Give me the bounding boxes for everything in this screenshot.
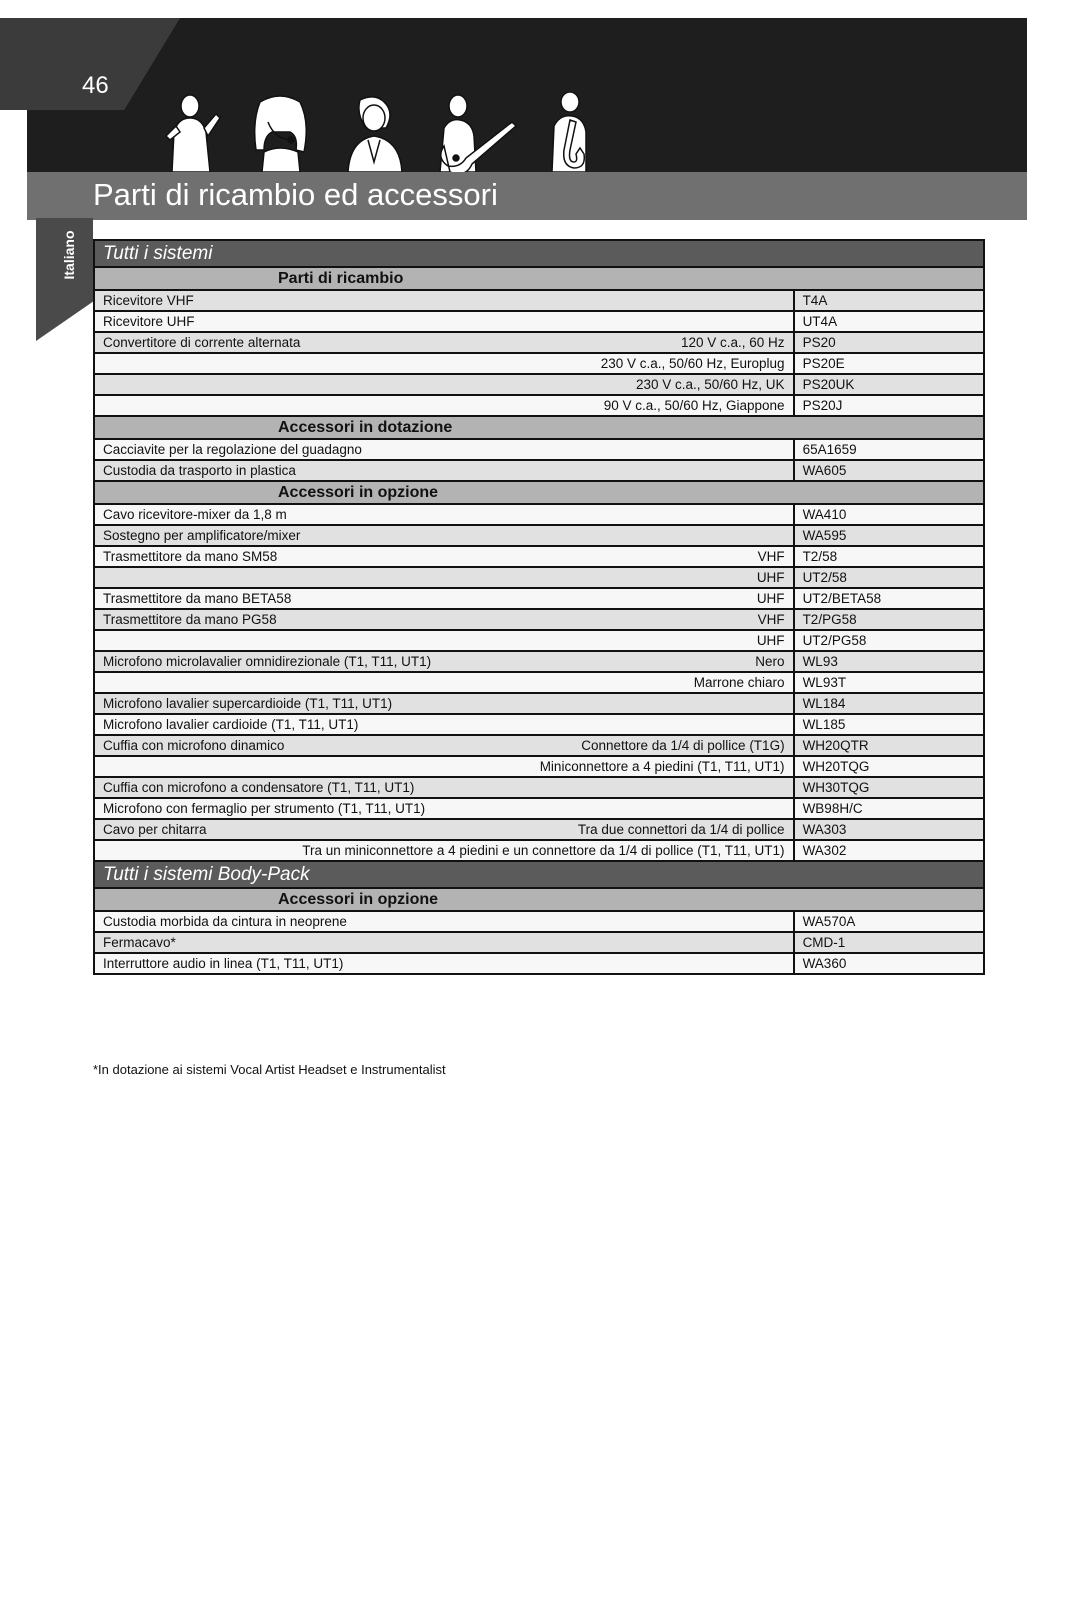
part-number: UT2/PG58 — [794, 630, 984, 651]
description-cell — [94, 609, 794, 630]
item-description: Cavo per chitarra — [103, 822, 207, 837]
part-number: WL93T — [794, 672, 984, 693]
guitarist-icon — [440, 95, 516, 172]
section-band — [94, 861, 984, 888]
table-row — [94, 311, 984, 332]
subsection-header — [94, 267, 984, 290]
table-row — [94, 819, 984, 840]
table-row — [94, 911, 984, 932]
item-variant: Connettore da 1/4 di pollice (T1G) — [581, 738, 785, 753]
table-row — [94, 374, 984, 395]
part-number: UT2/BETA58 — [794, 588, 984, 609]
part-number: UT4A — [794, 311, 984, 332]
item-variant: Miniconnettore a 4 piedini (T1, T11, UT1) — [539, 759, 785, 774]
table-row — [94, 504, 984, 525]
description-cell — [94, 735, 794, 756]
description-cell — [94, 953, 794, 974]
subsection-header — [94, 416, 984, 439]
part-number: WL185 — [794, 714, 984, 735]
part-number: WA303 — [794, 819, 984, 840]
part-number: T2/PG58 — [794, 609, 984, 630]
singer-icon — [166, 95, 220, 172]
description-cell — [94, 932, 794, 953]
description-cell — [94, 672, 794, 693]
part-number: PS20UK — [794, 374, 984, 395]
item-description: Microfono con fermaglio per strumento (T1, T11, UT1) — [103, 801, 426, 816]
part-number: T2/58 — [794, 546, 984, 567]
table-row — [94, 353, 984, 374]
item-variant: UHF — [756, 591, 785, 606]
part-number: WH20QTR — [794, 735, 984, 756]
item-description: Cuffia con microfono a condensatore (T1, T11, UT1) — [103, 780, 415, 795]
description-cell — [94, 840, 794, 861]
page-number: 46 — [82, 72, 109, 99]
table-row — [94, 439, 984, 460]
part-number: UT2/58 — [794, 567, 984, 588]
description-cell — [94, 911, 794, 932]
table-row — [94, 525, 984, 546]
item-variant: Tra due connettori da 1/4 di pollice — [577, 822, 785, 837]
table-row — [94, 777, 984, 798]
part-number: PS20 — [794, 332, 984, 353]
language-label: Italiano — [61, 230, 77, 280]
page-title: Parti di ricambio ed accessori — [93, 177, 498, 212]
part-number: 65A1659 — [794, 439, 984, 460]
subsection-header — [94, 481, 984, 504]
subsection-title: Accessori in dotazione — [94, 416, 984, 439]
description-cell — [94, 374, 794, 395]
description-cell — [94, 714, 794, 735]
description-cell — [94, 332, 794, 353]
description-cell — [94, 311, 794, 332]
subsection-title: Accessori in opzione — [94, 481, 984, 504]
item-variant: Nero — [755, 654, 785, 669]
part-number: WL93 — [794, 651, 984, 672]
part-number: WA410 — [794, 504, 984, 525]
item-variant: UHF — [756, 633, 785, 648]
section-title: Tutti i sistemi Body-Pack — [94, 861, 984, 888]
item-description: Cavo ricevitore-mixer da 1,8 m — [103, 507, 287, 522]
table-row — [94, 651, 984, 672]
table-row — [94, 735, 984, 756]
description-cell — [94, 567, 794, 588]
saxophonist-icon — [552, 92, 586, 172]
presenter-icon — [348, 97, 402, 172]
description-cell — [94, 525, 794, 546]
table-row — [94, 332, 984, 353]
item-description: Custodia da trasporto in plastica — [103, 463, 296, 478]
item-variant: VHF — [757, 612, 785, 627]
item-description: Ricevitore VHF — [103, 293, 194, 308]
item-description: Trasmettitore da mano BETA58 — [103, 591, 292, 606]
item-variant: Tra un miniconnettore a 4 piedini e un connettore da 1/4 di pollice (T1, T11, UT1) — [302, 843, 785, 858]
description-cell — [94, 630, 794, 651]
item-description: Sostegno per amplificatore/mixer — [103, 528, 301, 543]
item-variant: UHF — [756, 570, 785, 585]
item-description: Ricevitore UHF — [103, 314, 195, 329]
part-number: WL184 — [794, 693, 984, 714]
description-cell — [94, 819, 794, 840]
description-cell — [94, 353, 794, 374]
item-description: Trasmettitore da mano SM58 — [103, 549, 278, 564]
table-row — [94, 395, 984, 416]
item-description: Fermacavo* — [103, 935, 176, 950]
headset-performer-icon — [255, 96, 307, 172]
table-row — [94, 756, 984, 777]
item-description: Convertitore di corrente alternata — [103, 335, 301, 350]
item-description: Cacciavite per la regolazione del guadagno — [103, 442, 362, 457]
part-number: CMD-1 — [794, 932, 984, 953]
part-number: T4A — [794, 290, 984, 311]
item-variant: 230 V c.a., 50/60 Hz, UK — [635, 377, 785, 392]
item-variant: VHF — [757, 549, 785, 564]
part-number: PS20E — [794, 353, 984, 374]
table-row — [94, 693, 984, 714]
item-description: Cuffia con microfono dinamico — [103, 738, 285, 753]
part-number: WA360 — [794, 953, 984, 974]
description-cell — [94, 651, 794, 672]
table-row — [94, 714, 984, 735]
table-row — [94, 567, 984, 588]
item-description: Custodia morbida da cintura in neoprene — [103, 914, 347, 929]
part-number: WA570A — [794, 911, 984, 932]
table-row — [94, 840, 984, 861]
table-row — [94, 588, 984, 609]
subsection-header — [94, 888, 984, 911]
part-number: WH30TQG — [794, 777, 984, 798]
description-cell — [94, 777, 794, 798]
item-description: Interruttore audio in linea (T1, T11, UT1) — [103, 956, 344, 971]
table-row — [94, 609, 984, 630]
description-cell — [94, 756, 794, 777]
performer-icons — [160, 92, 610, 172]
item-variant: 90 V c.a., 50/60 Hz, Giappone — [603, 398, 785, 413]
table-row — [94, 546, 984, 567]
description-cell — [94, 798, 794, 819]
item-variant: 230 V c.a., 50/60 Hz, Europlug — [600, 356, 785, 371]
description-cell — [94, 693, 794, 714]
item-description: Microfono lavalier supercardioide (T1, T11, UT1) — [103, 696, 393, 711]
subsection-title: Accessori in opzione — [94, 888, 984, 911]
description-cell — [94, 460, 794, 481]
part-number: WA302 — [794, 840, 984, 861]
table-row — [94, 460, 984, 481]
description-cell — [94, 290, 794, 311]
table-row — [94, 290, 984, 311]
item-description: Trasmettitore da mano PG58 — [103, 612, 277, 627]
subsection-title: Parti di ricambio — [94, 267, 984, 290]
description-cell — [94, 439, 794, 460]
description-cell — [94, 546, 794, 567]
description-cell — [94, 395, 794, 416]
part-number: WA595 — [794, 525, 984, 546]
item-variant: Marrone chiaro — [693, 675, 785, 690]
part-number: WB98H/C — [794, 798, 984, 819]
footnote: *In dotazione ai sistemi Vocal Artist Headset e Instrumentalist — [93, 1062, 446, 1077]
description-cell — [94, 504, 794, 525]
table-row — [94, 672, 984, 693]
table-row — [94, 953, 984, 974]
section-band — [94, 240, 984, 267]
table-row — [94, 798, 984, 819]
item-variant: 120 V c.a., 60 Hz — [681, 335, 785, 350]
description-cell — [94, 588, 794, 609]
table-row — [94, 630, 984, 651]
item-description: Microfono lavalier cardioide (T1, T11, UT1) — [103, 717, 359, 732]
part-number: PS20J — [794, 395, 984, 416]
part-number: WH20TQG — [794, 756, 984, 777]
section-title: Tutti i sistemi — [94, 240, 984, 267]
table-row — [94, 932, 984, 953]
parts-table — [93, 239, 985, 975]
part-number: WA605 — [794, 460, 984, 481]
item-description: Microfono microlavalier omnidirezionale (T1, T11, UT1) — [103, 654, 432, 669]
